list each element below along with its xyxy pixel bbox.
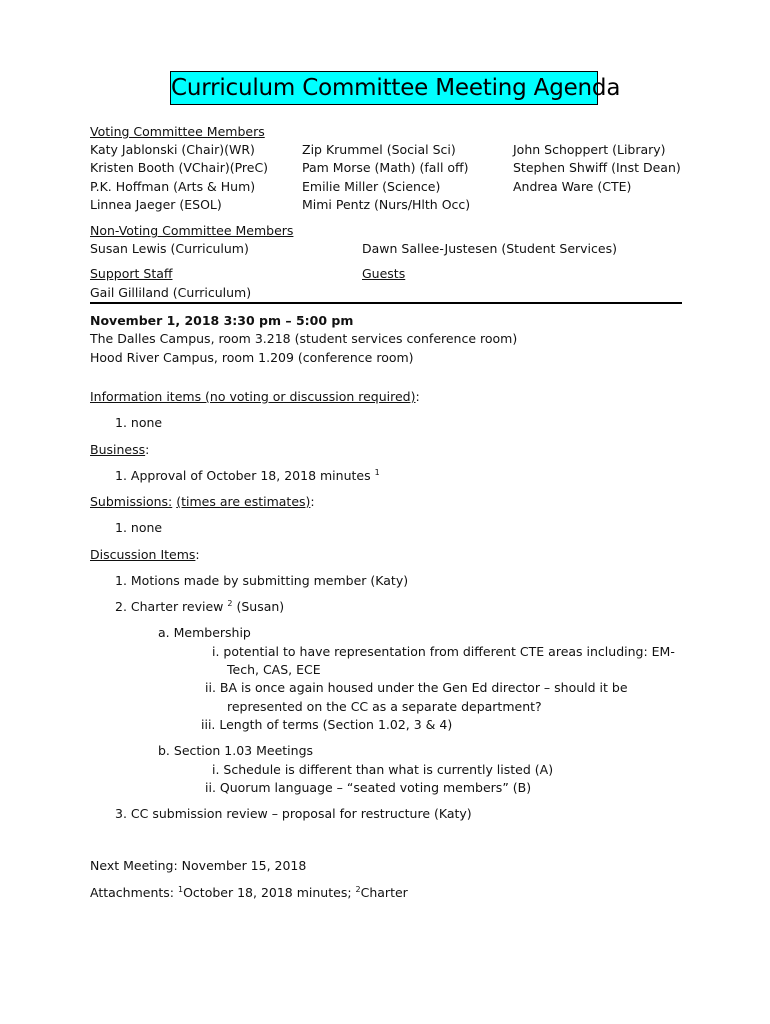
guests-heading: Guests (362, 266, 406, 281)
sub-sub-item: iii. Length of terms (Section 1.02, 3 & 4) (201, 717, 453, 732)
sub-sub-item: i. Schedule is different than what is currently listed (A) (212, 762, 554, 777)
voting-member: Andrea Ware (CTE) (513, 179, 632, 194)
voting-member: Kristen Booth (VChair)(PreC) (90, 160, 269, 175)
sub-item: a. Membership (158, 625, 251, 640)
discussion-item-text: 2. Charter review (115, 599, 224, 614)
sub-sub-item: i. potential to have representation from different CTE areas including: EM- (212, 644, 675, 659)
footnote-ref: 2 (227, 598, 233, 608)
voting-member: P.K. Hoffman (Arts & Hum) (90, 179, 256, 194)
meeting-location: Hood River Campus, room 1.209 (conference room) (90, 350, 414, 365)
voting-member: John Schoppert (Library) (513, 142, 666, 157)
info-heading: Information items (no voting or discussion required) (90, 389, 416, 404)
business-item-text: 1. Approval of October 18, 2018 minutes (115, 468, 371, 483)
list-item (115, 598, 284, 616)
discussion-heading: Discussion Items (90, 547, 196, 562)
footnote-marker: 2 (355, 884, 361, 894)
page-title: Curriculum Committee Meeting Agenda (170, 71, 598, 105)
list-item (115, 467, 380, 485)
sub-sub-item-cont: Tech, CAS, ECE (227, 662, 321, 677)
attachment-item: October 18, 2018 minutes; (183, 885, 352, 900)
sub-sub-item-cont: represented on the CC as a separate department? (227, 699, 542, 714)
footnote-marker: 1 (178, 884, 184, 894)
attachment-item: Charter (360, 885, 408, 900)
discussion-heading-line: Discussion Items: (90, 547, 200, 562)
footnote-ref: 1 (374, 467, 380, 477)
voting-member: Zip Krummel (Social Sci) (302, 142, 456, 157)
next-meeting: Next Meeting: November 15, 2018 (90, 858, 307, 873)
list-item: 3. CC submission review – proposal for restructure (Katy) (115, 806, 472, 821)
voting-member: Katy Jablonski (Chair)(WR) (90, 142, 255, 157)
meeting-location: The Dalles Campus, room 3.218 (student services conference room) (90, 331, 518, 346)
attachments-label: Attachments: (90, 885, 175, 900)
business-heading: Business (90, 442, 146, 457)
info-heading-line: Information items (no voting or discussion required): (90, 389, 420, 404)
submissions-heading-line: Submissions: (times are estimates): (90, 494, 315, 509)
voting-member: Stephen Shwiff (Inst Dean) (513, 160, 681, 175)
attachments-line (90, 884, 408, 902)
nonvoting-heading: Non-Voting Committee Members (90, 223, 294, 238)
business-heading-line: Business: (90, 442, 150, 457)
nonvoting-member: Dawn Sallee-Justesen (Student Services) (362, 241, 617, 256)
voting-heading: Voting Committee Members (90, 124, 265, 139)
submissions-heading: Submissions: (90, 494, 173, 509)
nonvoting-member: Susan Lewis (Curriculum) (90, 241, 249, 256)
sub-sub-item: ii. BA is once again housed under the Gen Ed director – should it be (205, 680, 628, 695)
submissions-note: (times are estimates) (176, 494, 311, 509)
voting-member: Pam Morse (Math) (fall off) (302, 160, 469, 175)
discussion-item-owner: (Susan) (236, 599, 285, 614)
list-item: 1. Motions made by submitting member (Katy) (115, 573, 409, 588)
sub-sub-item: ii. Quorum language – “seated voting members” (B) (205, 780, 532, 795)
list-item: 1. none (115, 415, 163, 430)
list-item: 1. none (115, 520, 163, 535)
support-member: Gail Gilliland (Curriculum) (90, 285, 252, 300)
voting-member: Linnea Jaeger (ESOL) (90, 197, 222, 212)
meeting-datetime: November 1, 2018 3:30 pm – 5:00 pm (90, 313, 354, 328)
support-heading: Support Staff (90, 266, 173, 281)
sub-item: b. Section 1.03 Meetings (158, 743, 314, 758)
header-divider (90, 302, 682, 304)
voting-member: Emilie Miller (Science) (302, 179, 441, 194)
voting-member: Mimi Pentz (Nurs/Hlth Occ) (302, 197, 471, 212)
